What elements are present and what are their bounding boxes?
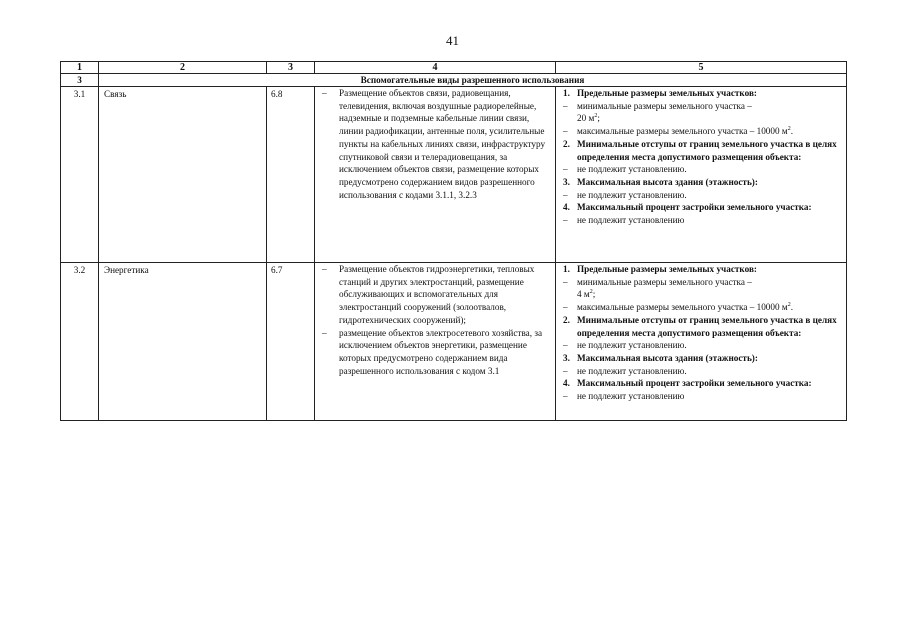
section-code: 3 [61,74,99,87]
param-item: – не подлежит установлению. [563,189,687,200]
header-cell: 5 [556,62,847,74]
param-heading: 2. Минимальные отступы от границ земельного участка в целях определения места допустимого размещения объекта: [563,138,837,162]
description-item: – Размещение объектов гидроэнергетики, тепловых станций и других электростанций, размещение обслуживающих и вспомогательных для электростанций сооружений (золоотвалов, гидротехнических сооружений); [322,264,535,325]
param-item: – не подлежит установлению. [563,340,687,351]
param-heading: 4. Максимальный процент застройки земельного участка: [563,378,812,389]
param-heading: 3. Максимальная высота здания (этажность): [563,176,758,187]
row-description [315,263,556,421]
row-code: 6.7 [267,263,315,421]
table-row [61,263,847,421]
section-title: Вспомогательные виды разрешенного использования [99,74,847,87]
param-heading: 1. Предельные размеры земельных участков: [563,88,757,98]
row-description [315,87,556,263]
header-cell: 2 [99,62,267,74]
row-number: 3.2 [61,263,99,421]
param-heading: 4. Максимальный процент застройки земельного участка: [563,202,812,213]
param-item: – максимальные размеры земельного участка – 10000 $м^2$. [563,302,793,313]
row-parameters [556,263,847,421]
row-code: 6.8 [267,87,315,263]
header-cell: 3 [267,62,315,74]
header-cell: 4 [315,62,556,74]
param-item: – минимальные размеры земельного участка – [563,100,752,111]
description-item: – размещение объектов электросетевого хозяйства, за исключением объектов энергетики, размещение которых предусмотрено содержанием вида разрешенного использования с кодом 3.1 [322,327,543,376]
table-row [61,87,847,263]
row-name: Связь [99,87,267,263]
param-value: 4 $м^2$; [577,289,596,300]
header-cell: 1 [61,62,99,74]
param-heading: 2. Минимальные отступы от границ земельного участка в целях определения места допустимого размещения объекта: [563,314,837,338]
param-heading: 1. Предельные размеры земельных участков: [563,264,757,274]
param-item: – не подлежит установлению. [563,365,687,376]
param-heading: 3. Максимальная высота здания (этажность): [563,352,758,363]
row-number: 3.1 [61,87,99,263]
param-item: – не подлежит установлению. [563,164,687,175]
param-item: – минимальные размеры земельного участка – [563,276,752,287]
row-parameters [556,87,847,263]
row-name: Энергетика [99,263,267,421]
param-item: – не подлежит установлению [563,215,685,226]
param-value: 20 $м^2$; [577,113,600,124]
land-use-table [60,61,847,421]
description-item: – Размещение объектов связи, радиовещания, телевидения, включая воздушные радиорелейные, надземные и подземные кабельные линии связи, линии радиофикации, антенные поля, усилительные пункты на кабельных линиях связи, инфраструктуру спутниковой связи и телерадиовещания, за исключением объектов связи, размещение которых предусмотрено содержанием видов разрешенного использования с кодами 3.1.1, 3.2.3 [322,88,546,200]
param-item: – не подлежит установлению [563,391,685,402]
param-item: – максимальные размеры земельного участка – 10000 $м^2$. [563,126,793,137]
page-number: 41 [446,33,459,48]
table-header-row [61,62,847,74]
section-row [61,74,847,87]
